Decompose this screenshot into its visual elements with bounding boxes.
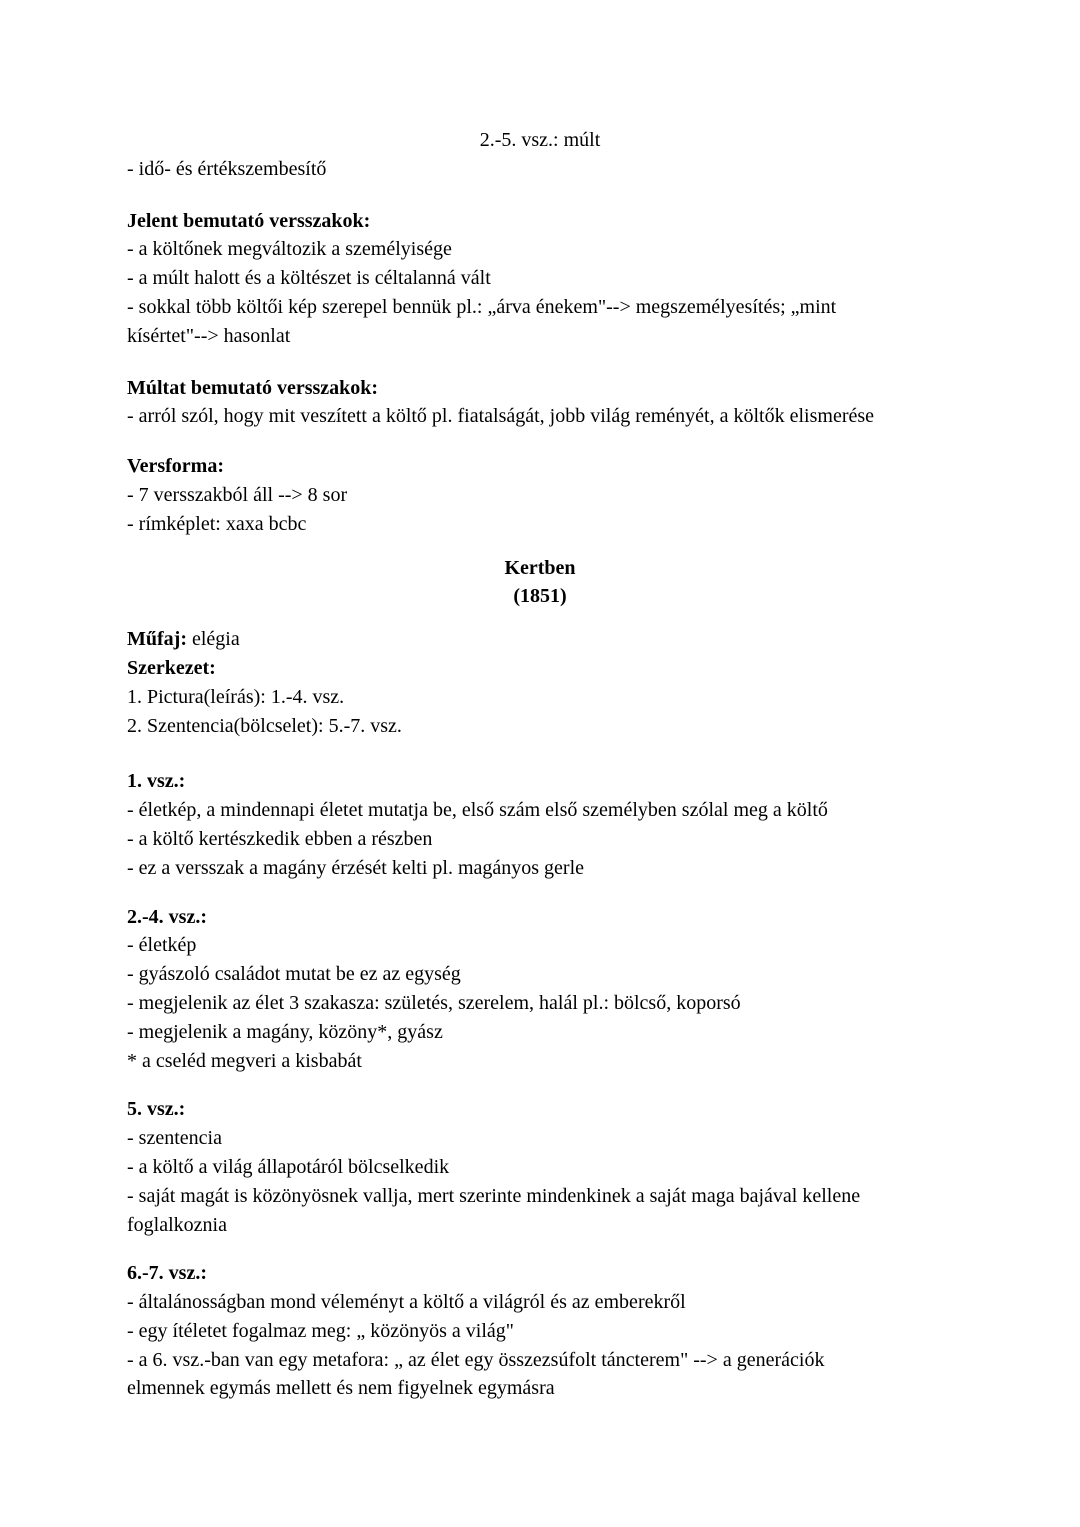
text-run: - rímképlet: xaxa bcbc — [127, 512, 307, 535]
text-run: - a 6. vsz.-ban van egy metafora: „ az élet egy összezsúfolt táncterem" --> a generációk — [127, 1348, 825, 1371]
paragraph-block — [127, 625, 953, 740]
bold-text-run: 5. vsz.: — [127, 1098, 186, 1121]
text-line — [127, 402, 953, 431]
text-line — [127, 293, 953, 322]
text-run: - ez a versszak a magány érzését kelti pl. magányos gerle — [127, 856, 585, 879]
text-run: - szentencia — [127, 1127, 222, 1150]
text-line — [127, 582, 953, 611]
text-run: elégia — [186, 628, 240, 651]
text-line — [127, 796, 953, 825]
text-line — [127, 1288, 953, 1317]
text-run: - megjelenik a magány, közöny*, gyász — [127, 1020, 443, 1043]
text-line — [127, 989, 953, 1018]
text-line — [127, 481, 953, 510]
bold-text-run: Műfaj: — [127, 628, 187, 651]
text-run: - életkép, a mindennapi életet mutatja be, első szám első személyben szólal meg a költő — [127, 799, 828, 822]
text-run: - a költőnek megváltozik a személyisége — [127, 238, 452, 261]
paragraph-block — [127, 126, 953, 184]
text-run: - egy ítéletet fogalmaz meg: „ közönyös a világ" — [127, 1319, 514, 1342]
text-run: - a költő a világ állapotáról bölcselkedik — [127, 1155, 450, 1178]
text-line — [127, 1211, 953, 1240]
text-run: - 7 versszakból áll --> 8 sor — [127, 483, 348, 506]
bold-text-run: 2.-4. vsz.: — [127, 905, 207, 928]
text-line — [127, 155, 953, 184]
text-line — [127, 126, 953, 155]
text-line — [127, 1095, 953, 1124]
text-line — [127, 1018, 953, 1047]
paragraph-block — [127, 1095, 953, 1239]
paragraph-block — [127, 554, 953, 612]
text-line — [127, 452, 953, 481]
text-run: - idő- és értékszembesítő — [127, 157, 327, 180]
text-run: elmennek egymás mellett és nem figyelnek egymásra — [127, 1377, 555, 1400]
bold-text-run: Múltat bemutató versszakok: — [127, 376, 379, 399]
text-line — [127, 767, 953, 796]
text-run: - a múlt halott és a költészet is céltalanná vált — [127, 267, 491, 290]
paragraph-block — [127, 1259, 953, 1403]
text-run: 2. Szentencia(bölcselet): 5.-7. vsz. — [127, 714, 402, 737]
text-run: - a költő kertészkedik ebben a részben — [127, 827, 433, 850]
text-run: - arról szól, hogy mit veszített a költő pl. fiatalságát, jobb világ reményét, a költők elismerése — [127, 405, 875, 428]
text-line — [127, 510, 953, 539]
paragraph-block — [127, 374, 953, 432]
text-line — [127, 235, 953, 264]
text-line — [127, 1259, 953, 1288]
text-line — [127, 712, 953, 741]
text-line — [127, 854, 953, 883]
paragraph-block — [127, 903, 953, 1076]
text-line — [127, 1317, 953, 1346]
text-line — [127, 903, 953, 932]
text-run: 1. Pictura(leírás): 1.-4. vsz. — [127, 685, 345, 708]
text-run: - általánosságban mond véleményt a költő a világról és az emberekről — [127, 1291, 686, 1314]
text-run: - megjelenik az élet 3 szakasza: születés, szerelem, halál pl.: bölcső, koporsó — [127, 991, 741, 1014]
paragraph-block — [127, 767, 953, 882]
text-line — [127, 1182, 953, 1211]
bold-text-run: Kertben — [504, 556, 576, 579]
text-run: - sokkal több költői kép szerepel bennük pl.: „árva énekem"--> megszemélyesítés; „mint — [127, 295, 837, 318]
text-run: - saját magát is közönyösnek vallja, mert szerinte mindenkinek a saját maga bajával kellene — [127, 1184, 861, 1207]
text-line — [127, 322, 953, 351]
text-run: kísértet"--> hasonlat — [127, 324, 291, 347]
paragraph-block — [127, 452, 953, 538]
text-line — [127, 654, 953, 683]
text-run: - gyászoló családot mutat be ez az egység — [127, 963, 461, 986]
text-line — [127, 264, 953, 293]
bold-text-run: Versforma: — [127, 455, 225, 478]
text-line — [127, 625, 953, 654]
text-run: foglalkoznia — [127, 1213, 227, 1236]
text-line — [127, 1153, 953, 1182]
text-run: 2.-5. vsz.: múlt — [479, 129, 601, 151]
text-line — [127, 1047, 953, 1076]
bold-text-run: 6.-7. vsz.: — [127, 1262, 207, 1285]
paragraph-block — [127, 207, 953, 351]
text-line — [127, 207, 953, 236]
text-line — [127, 931, 953, 960]
bold-text-run: (1851) — [513, 585, 567, 608]
text-line — [127, 825, 953, 854]
text-run: * a cseléd megveri a kisbabát — [127, 1049, 362, 1072]
text-line — [127, 960, 953, 989]
text-line — [127, 554, 953, 583]
bold-text-run: Szerkezet: — [127, 656, 216, 679]
bold-text-run: Jelent bemutató versszakok: — [127, 209, 371, 232]
bold-text-run: 1. vsz.: — [127, 770, 186, 793]
text-line — [127, 1346, 953, 1375]
text-run: - életkép — [127, 934, 197, 957]
text-line — [127, 1124, 953, 1153]
text-line — [127, 683, 953, 712]
text-line — [127, 374, 953, 403]
text-line — [127, 1374, 953, 1403]
